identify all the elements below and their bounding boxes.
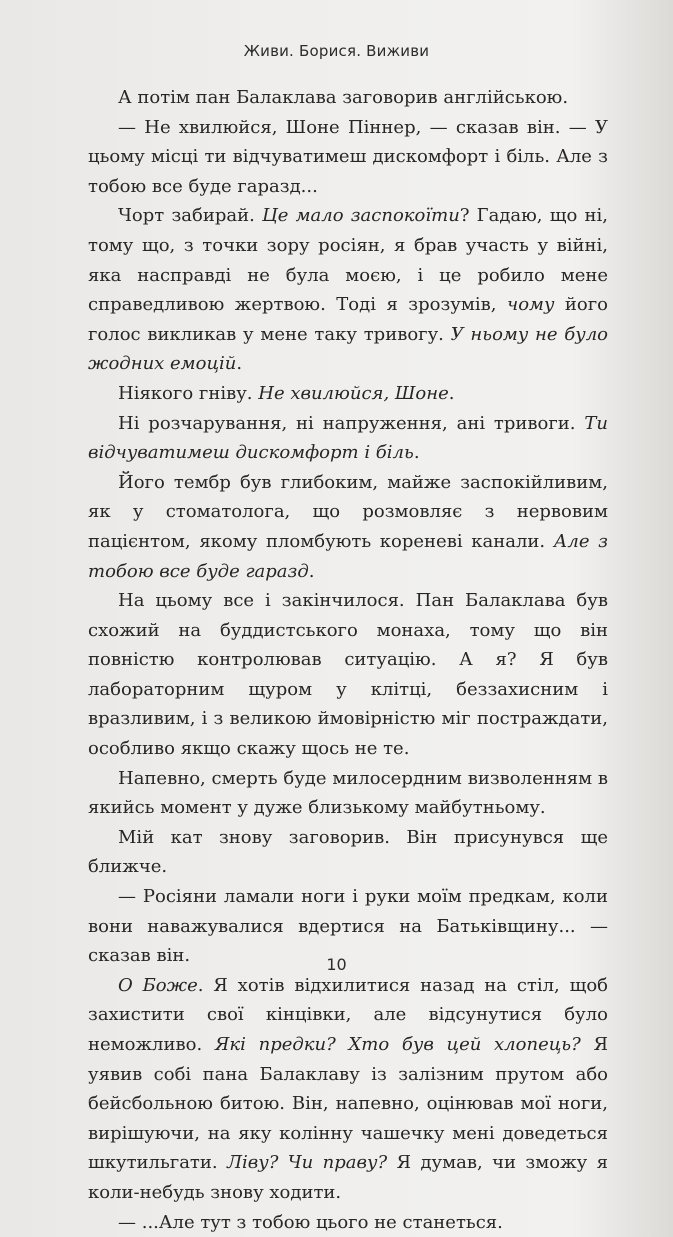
italic-phrase: Ти відчуватимеш дискомфорт і біль [88,412,608,464]
paragraph: На цьому все і закінчилося. Пан Балаклава був схожий на буддистського монаха, тому що він повністю контролював ситуацію. А я? Я був лабораторним щуром у клітці, беззахисним і вразливим, і з великою ймовірністю міг постраждати, особливо якщо скажу щось не те. [88,590,608,760]
italic-phrase: Ліву? Чи праву? [227,1152,388,1174]
running-head: Живи. Борися. Виживи [243,42,430,60]
paragraph: Чорт забирай. Це мало заспокоїти? Гадаю, що ні, тому що, з точки зору росіян, я брав участь у війні, яка насправді не була моєю, і це робило мене справедливою жертвою. Тоді я зрозумів, чому його голос викликав у мене таку тривогу. У ньому не було жодних емоцій. [88,205,609,375]
paragraph: — Не хвилюйся, Шоне Піннер, — сказав він. — У цьому місці ти відчуватимеш дискомфорт і біль. Але з тобою все буде гаразд... [88,116,608,197]
paragraph: Ні розчарування, ні напруження, ані тривоги. Ти відчуватимеш дискомфорт і біль. [88,412,608,464]
paragraph: Його тембр був глибоким, майже заспокійливим, як у стоматолога, що розмовляє з нервовим пацієнтом, якому пломбують кореневі канали. Але з тобою все буде гаразд. [88,471,608,582]
paragraph: — ...Але тут з тобою цього не станеться. [118,1211,503,1233]
italic-phrase: У ньому не було жодних емоцій [88,323,609,375]
italic-phrase: Не хвилюйся, Шоне [258,382,449,404]
paragraph: Напевно, смерть буде милосердним визволенням в якийсь момент у дуже близькому майбутньому. [88,767,608,819]
paragraph: Мій кат знову заговорив. Він присунувся ще ближче. [88,826,608,878]
italic-phrase: Але з тобою все буде гаразд [88,530,608,582]
italic-phrase: Які предки? Хто був цей хлопець? [214,1034,581,1055]
italic-phrase: чому [507,294,555,316]
italic-phrase: О Боже [118,974,198,996]
paragraph: А потім пан Балаклава заговорив англійською. [118,87,569,108]
paragraph: — Росіяни ламали ноги і руки моїм предкам, коли вони наважувалися вдертися на Батьківщину... — сказав він. [88,886,608,967]
paragraph: Ніякого гніву. Не хвилюйся, Шоне. [118,382,455,404]
italic-phrase: Це мало заспокоїти [262,205,460,227]
paragraph: О Боже. Я хотів відхилитися назад на стіл, щоб захистити свої кінцівки, але відсунутися було неможливо. Які предки? Хто був цей хлопець? Я уявив собі пана Балаклаву із залізним прутом або бейсбольною битою. Він, напевно, оцінював мої ноги, вирішуючи, на яку колінну чашечку мені доведеться шкутильгати. Ліву? Чи праву? Я думав, чи зможу я коли-небудь знову ходити. [88,974,609,1203]
page-number: 10 [326,955,347,974]
body-text [88,83,608,1237]
